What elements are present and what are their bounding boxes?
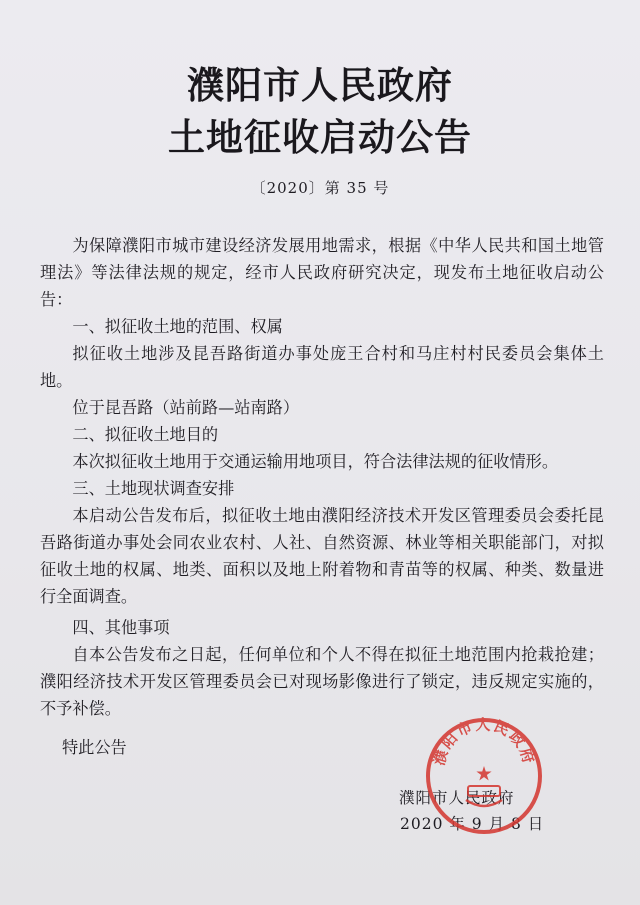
svg-text:濮阳市人民政府: 濮阳市人民政府 bbox=[429, 716, 539, 768]
section3-heading: 三、土地现状调查安排 bbox=[72, 479, 235, 498]
section2-text: 本次拟征收土地用于交通运输用地项目，符合法律法规的征收情形。 bbox=[72, 452, 559, 471]
document-number: 〔2020〕第 35 号 bbox=[250, 179, 390, 197]
closing-statement: 特此公告 bbox=[62, 738, 127, 757]
section2-heading: 二、拟征收土地目的 bbox=[72, 425, 219, 444]
official-seal-icon bbox=[424, 716, 544, 836]
section1-text: 拟征收土地涉及昆吾路街道办事处庞王合村和马庄村村民委员会集体土地。 bbox=[40, 344, 604, 390]
title-line-1: 濮阳市人民政府 bbox=[187, 64, 453, 107]
section1-heading: 一、拟征收土地的范围、权属 bbox=[72, 317, 283, 336]
intro-paragraph: 为保障濮阳市城市建设经济发展用地需求，根据《中华人民共和国土地管理法》等法律法规的规定，经市人民政府研究决定，现发布土地征收启动公告： bbox=[40, 236, 604, 309]
issue-date: 2020 年 9 月 8 日 bbox=[400, 815, 545, 833]
section1-location: 位于昆吾路（站前路—站南路） bbox=[72, 398, 300, 417]
section4-heading: 四、其他事项 bbox=[72, 618, 170, 637]
title-line-2: 土地征收启动公告 bbox=[168, 116, 472, 159]
section3-text: 本启动公告发布后，拟征收土地由濮阳经济技术开发区管理委员会委托昆吾路街道办事处会同农业农村、人社、自然资源、林业等相关职能部门，对拟征收土地的权属、地类、面积以及地上附着物和青苗等的权属、种类、数量进行全面调查。 bbox=[40, 506, 604, 606]
signatory: 濮阳市人民政府 bbox=[399, 789, 515, 807]
section4-text: 自本公告发布之日起，任何单位和个人不得在拟征土地范围内抢栽抢建；濮阳经济技术开发区管理委员会已对现场影像进行了锁定，违反规定实施的，不予补偿。 bbox=[40, 645, 604, 718]
